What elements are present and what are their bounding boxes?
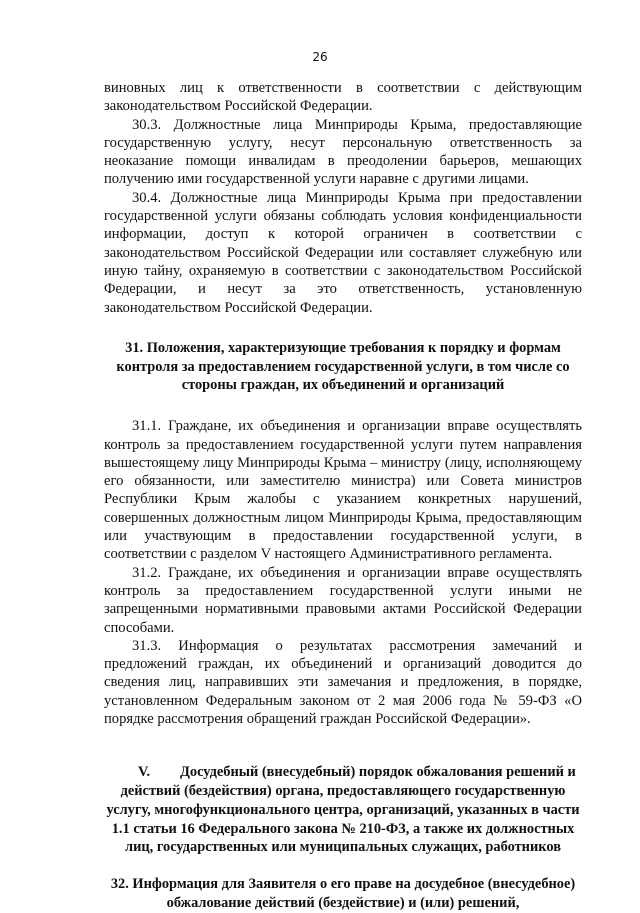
section-v-title-first: Досудебный (внесудебный) порядок обжалования решений и <box>180 764 576 781</box>
paragraph-30-4: 30.4. Должностные лица Минприроды Крыма при предоставлении государственной услуги обязаны соблюдать условия конфиденциальности информации, доступ к которой ограничен в соответствии с законодательством Российской Федерации или составляет служебную или иную тайну, охраняемую в соответствии с законодательством Российской Федерации, и несут за это ответственность, установленную законодательством Российской Федерации. <box>104 189 582 316</box>
document-body <box>104 79 582 913</box>
paragraph-30-3: 30.3. Должностные лица Минприроды Крыма, предоставляющие государственную услугу, несут персональную ответственность за неоказание помощи инвалидам в преодолении барьеров, мешающих получению ими государственной услуги наравне с другими лицами. <box>104 116 582 188</box>
paragraph-31-1: 31.1. Граждане, их объединения и организации вправе осуществлять контроль за предоставлением государственной услуги путем направления вышестоящему лицу Минприроды Крыма – министру (лицу, исполняющему его обязанности, или заместителю министра) или Совета министров Республики Крым жалобы с указанием конкретных нарушений, совершенных должностным лицом Минприроды Крыма, предоставляющим или участвующим в предоставлении государственной услуги, в соответствии с разделом V настоящего Административного регламента. <box>104 418 582 563</box>
page-number: 26 <box>312 50 328 64</box>
section-heading-31: 31. Положения, характеризующие требования к порядку и формам контроля за предоставлением государственной услуги, в том числе со стороны граждан, их объединений и организаций <box>116 339 570 394</box>
section-v-first-line <box>104 763 582 782</box>
paragraph-31-3: 31.3. Информация о результатах рассмотрения замечаний и предложений граждан, их объединений и организаций доводится до сведения лиц, направивших эти замечания и предложения, в порядке, установленном Федеральным законом от 2 мая 2006 года № 59-ФЗ «О порядке рассмотрения обращений граждан Российской Федерации». <box>104 637 582 727</box>
section-v-title-rest: действий (бездействия) органа, предоставляющего государственную услугу, многофункционального центра, организаций, указанных в части 1.1 статьи 16 Федерального закона № 210-ФЗ, а также их должностных лиц, государственных или муниципальных служащих, работников <box>106 783 580 856</box>
section-heading-32: 32. Информация для Заявителя о его праве на досудебное (внесудебное) обжалование действий (бездействие) и (или) решений, <box>110 876 576 912</box>
paragraph-31-2: 31.2. Граждане, их объединения и организации вправе осуществлять контроль за предоставлением государственной услуги иными не запрещенными нормативными правовыми актами Российской Федерации способами. <box>104 564 582 636</box>
paragraph-continuation: виновных лиц к ответственности в соответствии с действующим законодательством Российской Федерации. <box>104 80 582 115</box>
section-v-number: V. <box>138 764 151 781</box>
section-heading-v <box>104 763 582 857</box>
